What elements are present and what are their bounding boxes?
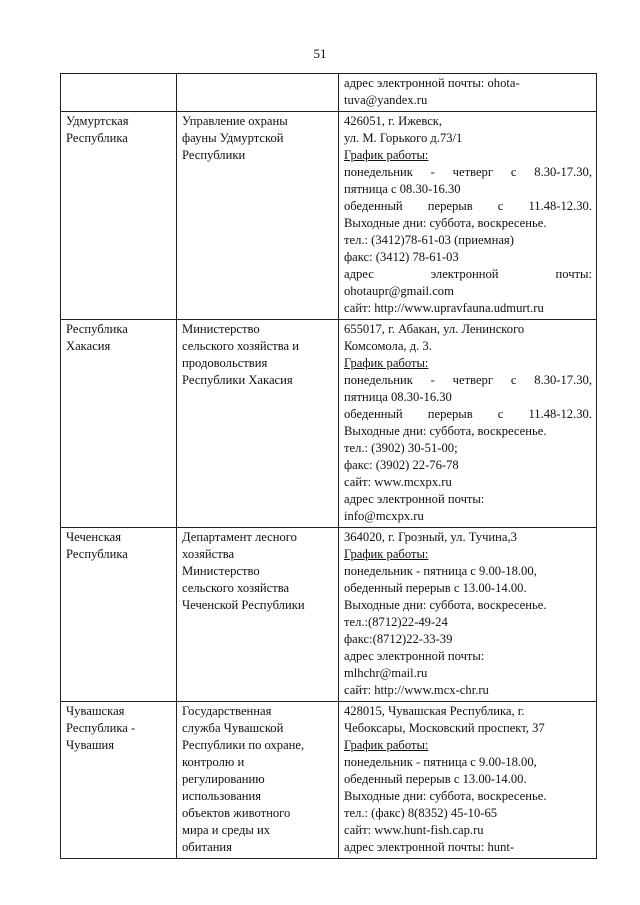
- contact-line: сайт: www.mcxpx.ru: [344, 475, 452, 489]
- contact-line: пятница 08.30-16.30: [344, 390, 452, 404]
- contact-line: сайт: http://www.mcx-chr.ru: [344, 683, 489, 697]
- contact-line: 364020, г. Грозный, ул. Тучина,3: [344, 530, 517, 544]
- contact-line: График работы:: [344, 148, 429, 162]
- region-cell: [61, 320, 177, 528]
- agency-line: регулированию: [182, 772, 265, 786]
- agency-line: служба Чувашской: [182, 721, 284, 735]
- contact-line: понедельник - пятница с 9.00-18.00,: [344, 755, 537, 769]
- contacts-cell: [339, 74, 597, 112]
- contacts-cell: [339, 320, 597, 528]
- contact-line: Выходные дни: суббота, воскресенье.: [344, 424, 547, 438]
- contact-line: ул. М. Горького д.73/1: [344, 131, 463, 145]
- contact-line: Чебоксары, Московский проспект, 37: [344, 721, 545, 735]
- contact-line: адрес электронной почты:: [344, 492, 485, 506]
- contact-line: 655017, г. Абакан, ул. Ленинского: [344, 322, 525, 336]
- contact-line: понедельник - четверг с 8.30-17.30,: [344, 373, 592, 387]
- agency-line: Министерство: [182, 564, 260, 578]
- agency-line: Республики Хакасия: [182, 373, 293, 387]
- region-line: Удмуртская: [66, 114, 129, 128]
- contact-line: Выходные дни: суббота, воскресенье.: [344, 598, 547, 612]
- agency-line: Республики: [182, 148, 246, 162]
- page-number: 51: [313, 46, 327, 61]
- agency-cell: [177, 528, 339, 702]
- contact-line: 426051, г. Ижевск,: [344, 114, 443, 128]
- table-row: [61, 702, 597, 859]
- agency-cell: [177, 702, 339, 859]
- contact-line: тел.: (факс) 8(8352) 45-10-65: [344, 806, 498, 820]
- agency-line: фауны Удмуртской: [182, 131, 284, 145]
- contact-line: обеденный перерыв с 11.48-12.30.: [344, 407, 592, 421]
- region-line: Республика: [66, 547, 128, 561]
- contact-line: mlhchr@mail.ru: [344, 666, 428, 680]
- contact-line: тел.: (3412)78-61-03 (приемная): [344, 233, 514, 247]
- contact-line: адрес электронной почты: ohota-: [344, 76, 520, 90]
- contact-line: тел.: (3902) 30-51-00;: [344, 441, 458, 455]
- agency-cell: [177, 74, 339, 112]
- agency-line: обитания: [182, 840, 232, 854]
- contact-line: тел.:(8712)22-49-24: [344, 615, 448, 629]
- contact-line: График работы:: [344, 738, 429, 752]
- contact-line: адрес электронной почты:: [344, 649, 485, 663]
- contact-line: График работы:: [344, 356, 429, 370]
- region-cell: [61, 112, 177, 320]
- contacts-cell: [339, 112, 597, 320]
- agency-line: продовольствия: [182, 356, 268, 370]
- region-line: Хакасия: [66, 339, 111, 353]
- contact-line: Выходные дни: суббота, воскресенье.: [344, 789, 547, 803]
- contact-line: info@mcxpx.ru: [344, 509, 424, 523]
- region-line: Чеченская: [66, 530, 122, 544]
- agency-line: хозяйства: [182, 547, 235, 561]
- agency-line: контролю и: [182, 755, 245, 769]
- contact-line: обеденный перерыв с 13.00-14.00.: [344, 581, 527, 595]
- agency-line: Государственная: [182, 704, 272, 718]
- agency-line: Управление охраны: [182, 114, 288, 128]
- agency-line: сельского хозяйства: [182, 581, 290, 595]
- agency-line: использования: [182, 789, 262, 803]
- table-row: [61, 320, 597, 528]
- region-line: Республика: [66, 131, 128, 145]
- region-line: Чувашия: [66, 738, 115, 752]
- contact-line: адрес электронной почты:: [344, 267, 592, 281]
- contact-line: tuva@yandex.ru: [344, 93, 428, 107]
- agency-cell: [177, 112, 339, 320]
- table-row: [61, 112, 597, 320]
- region-line: Республика -: [66, 721, 136, 735]
- contact-line: График работы:: [344, 547, 429, 561]
- contact-line: сайт: www.hunt-fish.cap.ru: [344, 823, 484, 837]
- contacts-cell: [339, 702, 597, 859]
- contact-line: 428015, Чувашская Республика, г.: [344, 704, 525, 718]
- table-row: [61, 528, 597, 702]
- contacts-cell: [339, 528, 597, 702]
- region-cell: [61, 74, 177, 112]
- contact-line: факс:(8712)22-33-39: [344, 632, 453, 646]
- contact-line: пятница с 08.30-16.30: [344, 182, 461, 196]
- agency-line: Департамент лесного: [182, 530, 297, 544]
- agency-line: мира и среды их: [182, 823, 270, 837]
- contact-line: ohotaupr@gmail.com: [344, 284, 454, 298]
- contact-line: сайт: http://www.upravfauna.udmurt.ru: [344, 301, 544, 315]
- contact-line: факс: (3412) 78-61-03: [344, 250, 459, 264]
- agency-line: Республики по охране,: [182, 738, 305, 752]
- region-line: Республика: [66, 322, 128, 336]
- agency-cell: [177, 320, 339, 528]
- table-body: [61, 74, 597, 859]
- region-cell: [61, 528, 177, 702]
- agency-line: сельского хозяйства и: [182, 339, 299, 353]
- agency-contacts-table: [60, 73, 597, 859]
- contact-line: понедельник - четверг с 8.30-17.30,: [344, 165, 592, 179]
- region-cell: [61, 702, 177, 859]
- contact-line: факс: (3902) 22-76-78: [344, 458, 459, 472]
- contact-line: обеденный перерыв с 13.00-14.00.: [344, 772, 527, 786]
- contact-line: адрес электронной почты: hunt-: [344, 840, 515, 854]
- contact-line: обеденный перерыв с 11.48-12.30.: [344, 199, 592, 213]
- contact-line: Комсомола, д. 3.: [344, 339, 432, 353]
- table-row: [61, 74, 597, 112]
- contact-line: Выходные дни: суббота, воскресенье.: [344, 216, 547, 230]
- contact-line: понедельник - пятница с 9.00-18.00,: [344, 564, 537, 578]
- region-line: Чувашская: [66, 704, 125, 718]
- agency-line: Министерство: [182, 322, 260, 336]
- agency-line: Чеченской Республики: [182, 598, 305, 612]
- agency-line: объектов животного: [182, 806, 291, 820]
